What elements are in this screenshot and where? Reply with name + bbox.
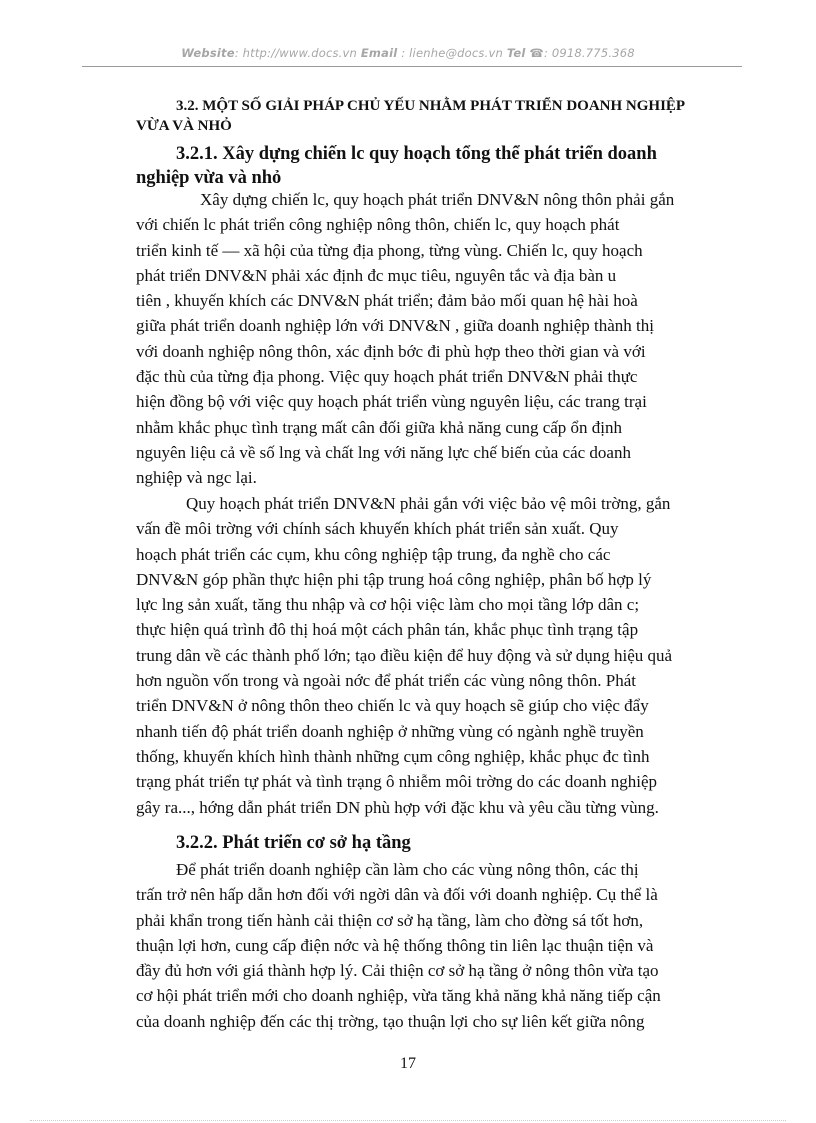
text-line: thuận lợi hơn, cung cấp điện nớc và hệ thống thông tin liên lạc thuận tiện và — [136, 935, 654, 955]
text-line: của doanh nghiệp đến các thị trờng, tạo thuận lợi cho sự liên kết giữa nông — [136, 1011, 645, 1031]
page-number: 17 — [400, 1055, 416, 1072]
text-line: gây ra..., hớng dẫn phát triển DN phù hợp với đặc khu và yêu cầu từng vùng. — [136, 797, 659, 817]
text-line: nghiệp và ngc lại. — [136, 468, 257, 488]
text-line: Để phát triển doanh nghiệp cần làm cho các vùng nông thôn, các thị — [176, 860, 639, 879]
text-line: phát triển DNV&N phải xác định đc mục tiêu, nguyên tắc và địa bàn u — [136, 265, 617, 285]
text-line: nhanh tiến độ phát triển doanh nghiệp ở những vùng có ngành nghề truyền — [136, 721, 644, 741]
text-line: thống, khuyến khích hình thành những cụm công nghiệp, khắc phục đc tình — [136, 746, 650, 766]
text-line: giữa phát triển doanh nghiệp lớn với DNV&N , giữa doanh nghiệp thành thị — [136, 316, 654, 336]
text-line: trạng phát triển tự phát và tình trạng ô nhiễm môi trờng do các doanh nghiệp — [136, 772, 657, 792]
subsection-title-line: nghiệp vừa và nhỏ — [136, 168, 282, 188]
text-line: trấn trở nên hấp dẫn hơn đối với ngời dân và đối với doanh nghiệp. Cụ thể là — [136, 885, 658, 905]
tel-label: Tel — [506, 46, 526, 60]
tel-value: : 0918.775.368 — [543, 46, 635, 60]
subsection-2-title: 3.2.2. Phát triển cơ sở hạ tầng — [176, 833, 411, 853]
section-heading — [136, 96, 756, 136]
text-line: cơ hội phát triển mới cho doanh nghiệp, vừa tăng khả năng khả năng tiếp cận — [136, 986, 661, 1006]
text-line: hiện đồng bộ với việc quy hoạch phát triển vùng nguyên liệu, các trang trại — [136, 392, 647, 412]
text-line: phải khẩn trong tiến hành cải thiện cơ sở hạ tầng, làm cho đờng sá tốt hơn, — [136, 910, 644, 930]
website-label: Website — [181, 46, 235, 60]
subsection-2-paragraph-1 — [136, 857, 741, 1034]
section-heading-line: 3.2. MỘT SỐ GIẢI PHÁP CHỦ YẾU NHẰM PHÁT TRIỂN DOANH NGHIỆP — [176, 98, 686, 114]
subsection-1-paragraph-2 — [136, 491, 741, 820]
email-value: : lienhe@docs.vn — [401, 46, 503, 60]
text-line: triển DNV&N ở nông thôn theo chiến lc và quy hoạch sẽ giúp cho việc đẩy — [136, 696, 649, 716]
text-line: DNV&N góp phần thực hiện phi tập trung hoá công nghiệp, phân bố hợp lý — [136, 569, 652, 589]
text-line: đầy đủ hơn với giá thành hợp lý. Cải thiện cơ sở hạ tầng ở nông thôn vừa tạo — [136, 961, 659, 981]
subsection-title-line: 3.2.1. Xây dựng chiến lc quy hoạch tổng thể phát triển doanh — [176, 144, 657, 164]
text-line: vấn đề môi trờng với chính sách khuyến khích phát triển sản xuất. Quy — [136, 519, 619, 539]
subsection-1-paragraph-1 — [136, 187, 741, 491]
text-line: Quy hoạch phát triển DNV&N phải gắn với việc bảo vệ môi trờng, gắn — [186, 494, 671, 513]
text-line: triển kinh tế — xã hội của từng địa phong, từng vùng. Chiến lc, quy hoạch — [136, 240, 643, 260]
text-line: Xây dựng chiến lc, quy hoạch phát triển DNV&N nông thôn phải gắn — [200, 190, 675, 209]
text-line: đặc thù của từng địa phong. Việc quy hoạch phát triển DNV&N phải thực — [136, 367, 638, 387]
page-bottom-border — [30, 1120, 786, 1121]
text-line: tiên , khuyến khích các DNV&N phát triển; đảm bảo mối quan hệ hài hoà — [136, 291, 638, 311]
text-line: lực lng sản xuất, tăng thu nhập và cơ hội việc làm cho mọi tầng lớp dân c; — [136, 595, 640, 615]
section-heading-line: VỪA VÀ NHỎ — [136, 118, 232, 134]
email-label: Email — [360, 46, 398, 60]
subsection-1-title — [136, 142, 741, 190]
text-line: hoạch phát triển các cụm, khu công nghiệp tập trung, đa nghề cho các — [136, 544, 611, 564]
text-line: thực hiện quá trình đô thị hoá một cách phân tán, khắc phục tình trạng tập — [136, 620, 639, 640]
website-value: : http://www.docs.vn — [234, 46, 358, 60]
text-line: với doanh nghiệp nông thôn, xác định bớc đi phù hợp theo thời gian và với — [136, 341, 646, 361]
header-divider — [82, 66, 742, 67]
text-line: trung dân về các thành phố lớn; tạo điều kiện để huy động và sử dụng hiệu quả — [136, 645, 673, 665]
text-line: nhằm khắc phục tình trạng mất cân đối giữa khả năng cung cấp ổn định — [136, 417, 623, 437]
text-line: nguyên liệu cả về số lng và chất lng với năng lực chế biến của các doanh — [136, 442, 631, 462]
phone-icon: ☎ — [529, 46, 544, 60]
page-header — [0, 46, 816, 60]
text-line: với chiến lc phát triển công nghiệp nông thôn, chiến lc, quy hoạch phát — [136, 215, 620, 235]
text-line: hơn nguồn vốn trong và ngoài nớc để phát triển các vùng nông thôn. Phát — [136, 671, 637, 691]
